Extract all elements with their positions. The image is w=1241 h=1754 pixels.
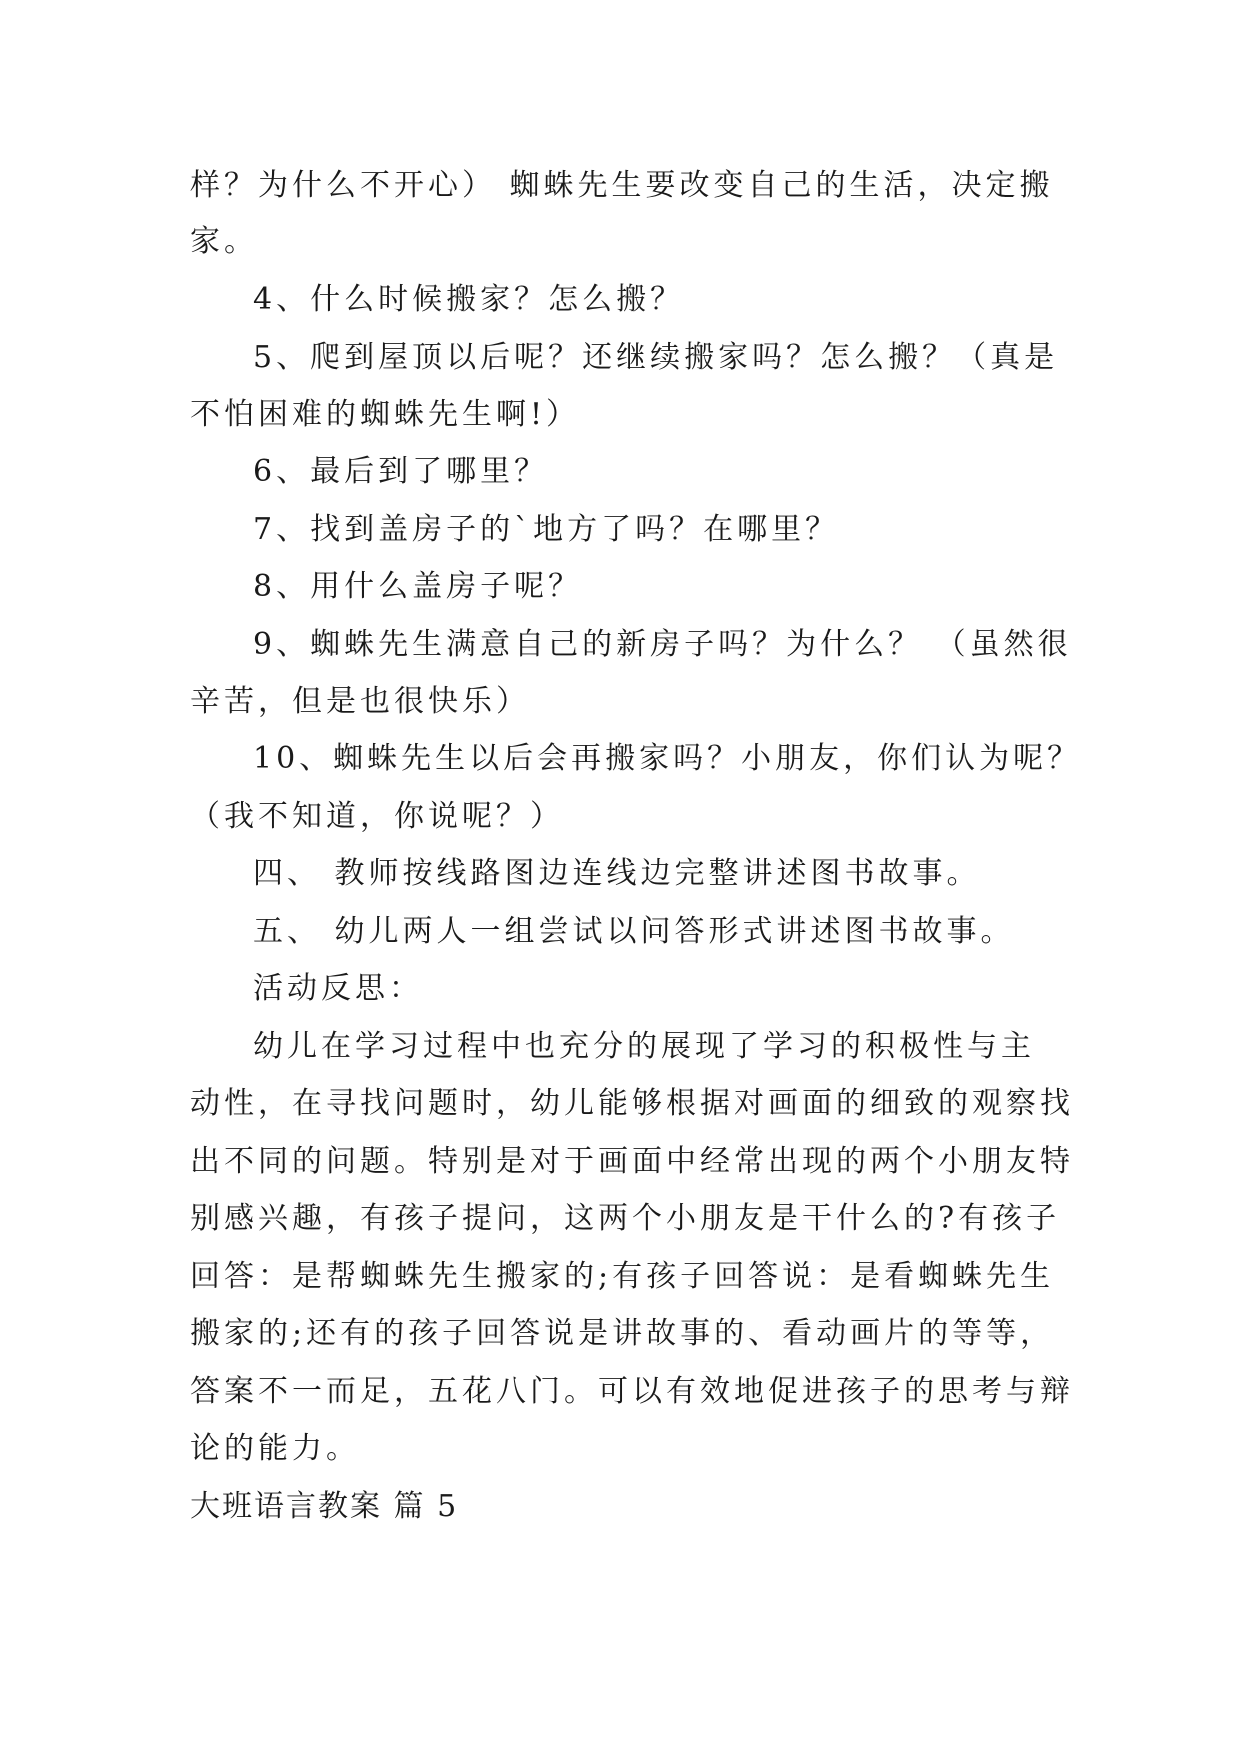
question-8: 8、用什么盖房子呢？ — [253, 569, 583, 604]
paragraph-line: 样？为什么不开心） 蜘蛛先生要改变自己的生活，决定搬 — [190, 168, 1054, 203]
step-five: 五、 幼儿两人一组尝试以问答形式讲述图书故事。 — [253, 914, 1015, 949]
reflection-line: 搬家的;还有的孩子回答说是讲故事的、看动画片的等等， — [190, 1316, 1055, 1351]
reflection-line: 回答：是帮蜘蛛先生搬家的;有孩子回答说：是看蜘蛛先生 — [190, 1259, 1055, 1294]
reflection-line: 幼儿在学习过程中也充分的展现了学习的积极性与主 — [253, 1029, 1035, 1064]
question-7: 7、找到盖房子的`地方了吗？在哪里？ — [253, 512, 840, 547]
paragraph-line: （我不知道，你说呢？） — [190, 799, 564, 834]
paragraph-line: 家。 — [190, 224, 258, 259]
question-10: 10、蜘蛛先生以后会再搬家吗？小朋友，你们认为呢？ — [253, 741, 1082, 776]
reflection-line: 别感兴趣，有孩子提问，这两个小朋友是干什么的?有孩子 — [190, 1201, 1061, 1236]
paragraph-line: 不怕困难的蜘蛛先生啊!） — [190, 397, 581, 432]
question-9: 9、蜘蛛先生满意自己的新房子吗？为什么？ （虽然很 — [253, 627, 1072, 662]
reflection-line: 出不同的问题。特别是对于画面中经常出现的两个小朋友特 — [190, 1144, 1074, 1179]
reflection-heading: 活动反思： — [253, 971, 423, 1006]
section-heading: 大班语言教案 篇 5 — [190, 1489, 459, 1524]
step-four: 四、 教师按线路图边连线边完整讲述图书故事。 — [253, 856, 981, 891]
question-4: 4、什么时候搬家？怎么搬？ — [253, 282, 685, 317]
question-5: 5、爬到屋顶以后呢？还继续搬家吗？怎么搬？（真是 — [253, 340, 1059, 375]
paragraph-line: 辛苦，但是也很快乐） — [190, 684, 530, 719]
question-6: 6、最后到了哪里？ — [253, 454, 549, 489]
reflection-line: 答案不一而足，五花八门。可以有效地促进孩子的思考与辩 — [190, 1374, 1074, 1409]
reflection-line: 动性，在寻找问题时，幼儿能够根据对画面的细致的观察找 — [190, 1086, 1074, 1121]
reflection-line: 论的能力。 — [190, 1431, 360, 1466]
